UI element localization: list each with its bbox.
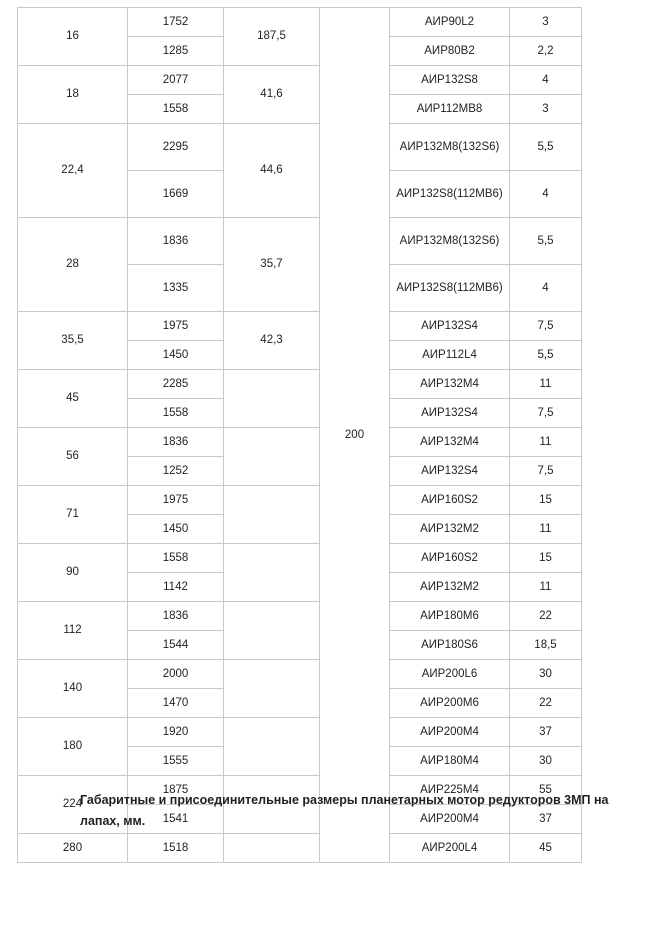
cell-dim-b: 1335	[128, 265, 224, 312]
cell-motor-a: АИР200L4	[390, 834, 510, 863]
cell-torque: 42,3	[224, 312, 320, 370]
cell-dim-b: 1541	[128, 805, 224, 834]
cell-motor-a: АИР200М4	[390, 718, 510, 747]
cell-kw-a: 5,5	[510, 218, 582, 265]
table-row	[18, 718, 582, 747]
cell-dim-a: 1875	[128, 776, 224, 805]
cell-torque	[224, 428, 320, 486]
cell-kw-b: 3	[510, 95, 582, 124]
cell-dim-b: 1555	[128, 747, 224, 776]
cell-torque	[224, 486, 320, 544]
table-row	[18, 124, 582, 171]
table-row	[18, 312, 582, 341]
cell-kw-a: 22	[510, 602, 582, 631]
cell-dim-b: 1285	[128, 37, 224, 66]
cell-motor-a: АИР160S2	[390, 486, 510, 515]
cell-kw-b: 2,2	[510, 37, 582, 66]
cell-kw-a: 15	[510, 486, 582, 515]
cell-dim-b: 1558	[128, 399, 224, 428]
cell-ratio: 35,5	[18, 312, 128, 370]
cell-kw-b: 18,5	[510, 631, 582, 660]
cell-kw-a: 5,5	[510, 124, 582, 171]
cell-dim-a: 1836	[128, 602, 224, 631]
cell-motor-a: АИР132S8	[390, 66, 510, 95]
cell-motor-b: АИР180S6	[390, 631, 510, 660]
cell-ratio: 140	[18, 660, 128, 718]
cell-motor-b: АИР112МВ8	[390, 95, 510, 124]
cell-ratio: 45	[18, 370, 128, 428]
cell-ratio: 22,4	[18, 124, 128, 218]
cell-torque	[224, 544, 320, 602]
cell-motor-a: АИР132М8(132S6)	[390, 124, 510, 171]
cell-motor-b: АИР132S8(112МВ6)	[390, 171, 510, 218]
cell-ratio: 18	[18, 66, 128, 124]
cell-torque	[224, 718, 320, 776]
cell-kw-b: 37	[510, 805, 582, 834]
cell-dim-a: 2295	[128, 124, 224, 171]
table-row	[18, 486, 582, 515]
table-row	[18, 834, 582, 863]
cell-torque	[224, 834, 320, 863]
cell-motor-b: АИР132S8(112МВ6)	[390, 265, 510, 312]
cell-kw-b: 7,5	[510, 399, 582, 428]
cell-kw-b: 22	[510, 689, 582, 718]
cell-kw-a: 55	[510, 776, 582, 805]
cell-dim-b: 1669	[128, 171, 224, 218]
cell-torque	[224, 370, 320, 428]
cell-motor-b: АИР200М6	[390, 689, 510, 718]
cell-kw-a: 37	[510, 718, 582, 747]
cell-motor-b: АИР132М2	[390, 573, 510, 602]
cell-ratio: 180	[18, 718, 128, 776]
cell-motor-a: АИР132S4	[390, 312, 510, 341]
cell-dim-b: 1450	[128, 341, 224, 370]
cell-dim-a: 1518	[128, 834, 224, 863]
cell-dim-a: 2077	[128, 66, 224, 95]
cell-ratio: 112	[18, 602, 128, 660]
cell-motor-a: АИР132М4	[390, 428, 510, 457]
cell-kw-a: 4	[510, 66, 582, 95]
cell-motor-b: АИР180М4	[390, 747, 510, 776]
cell-torque: 44,6	[224, 124, 320, 218]
cell-dim-a: 1920	[128, 718, 224, 747]
cell-dim-b: 1450	[128, 515, 224, 544]
table-row	[18, 8, 582, 37]
cell-ratio: 71	[18, 486, 128, 544]
cell-ratio: 56	[18, 428, 128, 486]
cell-dim-a: 1836	[128, 218, 224, 265]
cell-motor-b: АИР132S4	[390, 399, 510, 428]
table-body	[18, 8, 582, 863]
cell-kw-a: 30	[510, 660, 582, 689]
cell-dim-a: 1836	[128, 428, 224, 457]
cell-motor-b: АИР132М2	[390, 515, 510, 544]
cell-kw-b: 5,5	[510, 341, 582, 370]
cell-motor-a: АИР160S2	[390, 544, 510, 573]
cell-power-group: 200	[320, 8, 390, 863]
cell-torque: 41,6	[224, 66, 320, 124]
cell-dim-a: 1975	[128, 486, 224, 515]
cell-motor-b: АИР80В2	[390, 37, 510, 66]
cell-dim-b: 1142	[128, 573, 224, 602]
cell-dim-a: 2285	[128, 370, 224, 399]
cell-dim-a: 1752	[128, 8, 224, 37]
table-row	[18, 544, 582, 573]
cell-kw-a: 11	[510, 370, 582, 399]
cell-motor-a: АИР180М6	[390, 602, 510, 631]
cell-ratio: 90	[18, 544, 128, 602]
cell-motor-a: АИР225М4	[390, 776, 510, 805]
cell-torque	[224, 602, 320, 660]
cell-torque: 187,5	[224, 8, 320, 66]
cell-torque: 35,7	[224, 218, 320, 312]
cell-kw-a: 11	[510, 428, 582, 457]
cell-motor-a: АИР132М4	[390, 370, 510, 399]
cell-ratio: 280	[18, 834, 128, 863]
table-row	[18, 66, 582, 95]
cell-motor-b: АИР200М4	[390, 805, 510, 834]
cell-dim-a: 1558	[128, 544, 224, 573]
cell-dim-a: 2000	[128, 660, 224, 689]
cell-ratio: 16	[18, 8, 128, 66]
cell-kw-b: 11	[510, 515, 582, 544]
table-row	[18, 660, 582, 689]
cell-ratio: 28	[18, 218, 128, 312]
cell-kw-b: 7,5	[510, 457, 582, 486]
cell-dim-b: 1470	[128, 689, 224, 718]
cell-motor-a: АИР90L2	[390, 8, 510, 37]
table-row	[18, 370, 582, 399]
table-row	[18, 428, 582, 457]
cell-kw-a: 7,5	[510, 312, 582, 341]
cell-ratio: 224	[18, 776, 128, 834]
cell-motor-b: АИР112L4	[390, 341, 510, 370]
cell-motor-b: АИР132S4	[390, 457, 510, 486]
cell-motor-a: АИР200L6	[390, 660, 510, 689]
cell-dim-b: 1544	[128, 631, 224, 660]
table-row	[18, 602, 582, 631]
cell-dim-a: 1975	[128, 312, 224, 341]
cell-kw-b: 11	[510, 573, 582, 602]
specifications-table	[17, 7, 582, 863]
cell-kw-b: 4	[510, 265, 582, 312]
cell-kw-a: 3	[510, 8, 582, 37]
cell-kw-a: 45	[510, 834, 582, 863]
cell-torque	[224, 660, 320, 718]
cell-dim-b: 1252	[128, 457, 224, 486]
cell-kw-b: 4	[510, 171, 582, 218]
cell-dim-b: 1558	[128, 95, 224, 124]
table-row	[18, 218, 582, 265]
cell-kw-a: 15	[510, 544, 582, 573]
table-caption: Габаритные и присоединительные размеры планетарных мотор редукторов 3МП на лапах, мм.	[80, 793, 609, 829]
cell-motor-a: АИР132М8(132S6)	[390, 218, 510, 265]
cell-kw-b: 30	[510, 747, 582, 776]
